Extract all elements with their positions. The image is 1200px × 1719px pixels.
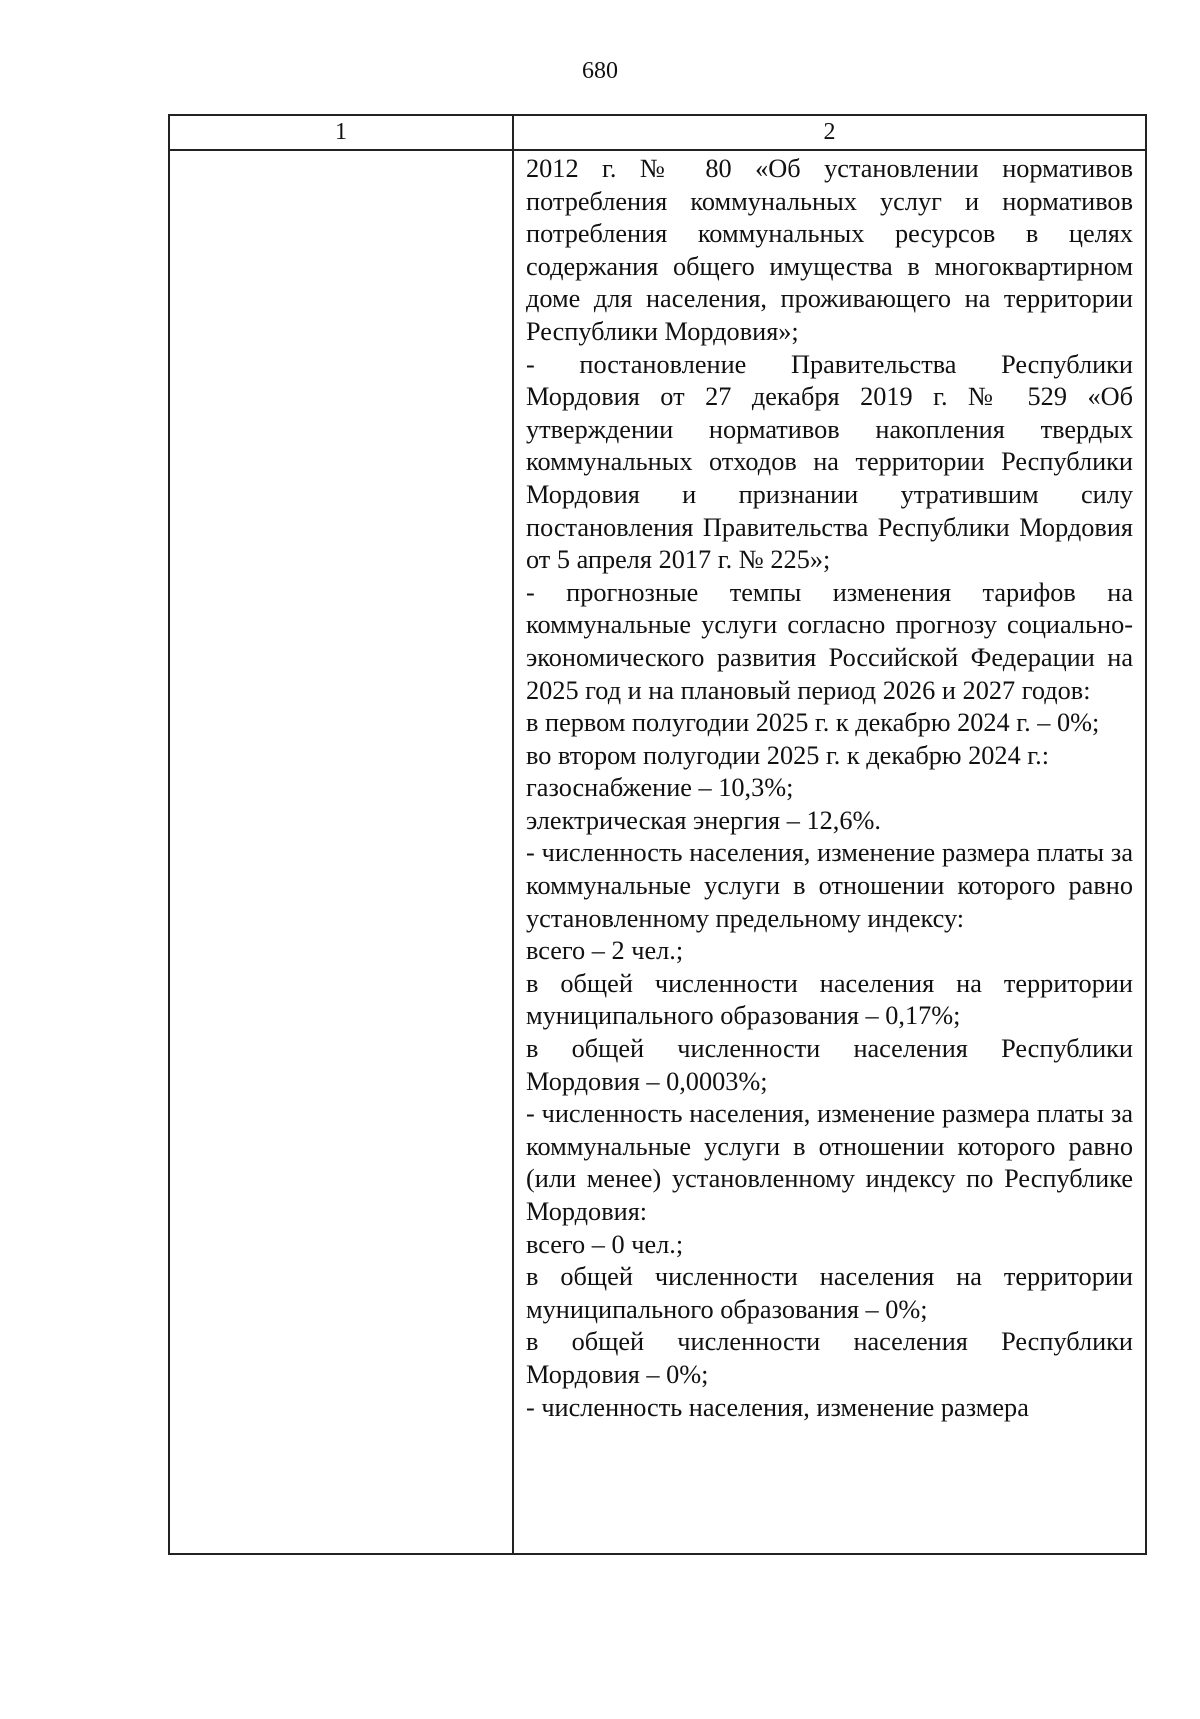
paragraph: в первом полугодии 2025 г. к декабрю 2024 г. – 0%; [526, 708, 1100, 738]
paragraph: газоснабжение – 10,3%; [526, 773, 794, 803]
table-header-row [169, 115, 1146, 150]
page-number: 680 [582, 58, 618, 84]
paragraph: 2012 г. № 80 «Об установлении нормативов потребления коммунальных услуг и нормативов потребления коммунальных ресурсов в целях содержания общего имущества в многоквартирном доме для населения, проживающего на территории Республики Мордовия»; [526, 154, 1133, 346]
paragraph: в общей численности населения Республики Мордовия – 0%; [526, 1327, 1133, 1389]
paragraph: электрическая энергия – 12,6%. [526, 805, 881, 835]
document-table [168, 114, 1147, 1555]
paragraph: в общей численности населения на территории муниципального образования – 0,17%; [526, 968, 1133, 1031]
left-column-cell [169, 150, 513, 1554]
table-body-row [169, 150, 1146, 1554]
paragraph: в общей численности населения на территории муниципального образования – 0%; [526, 1262, 1133, 1324]
paragraph: - численность населения, изменение размера платы за коммунальные услуги в отношении которого равно установленному предельному индексу: [526, 838, 1133, 933]
paragraph: - численность населения, изменение размера [526, 1392, 1029, 1422]
right-column-cell [513, 150, 1146, 1554]
paragraph: во втором полугодии 2025 г. к декабрю 2024 г.: [526, 740, 1049, 770]
paragraph: всего – 0 чел.; [526, 1229, 684, 1259]
paragraph: - прогнозные темпы изменения тарифов на коммунальные услуги согласно прогнозу социально-экономического развития Российской Федерации на 2025 год и на плановый период 2026 и 2027 годов: [526, 577, 1133, 705]
paragraph: - постановление Правительства Республики Мордовия от 27 декабря 2019 г. № 529 «Об утверждении нормативов накопления твердых коммунальных отходов на территории Республики Мордовия и признании утратившим силу постановления Правительства Республики Мордовия от 5 апреля 2017 г. № 225»; [526, 349, 1133, 575]
column-header-2: 2 [513, 115, 1146, 150]
column-header-1: 1 [169, 115, 513, 150]
paragraph: всего – 2 чел.; [526, 936, 684, 966]
paragraph: в общей численности населения Республики Мордовия – 0,0003%; [526, 1034, 1133, 1096]
paragraph: - численность населения, изменение размера платы за коммунальные услуги в отношении которого равно (или менее) установленному индексу по Республике Мордовия: [526, 1099, 1133, 1226]
